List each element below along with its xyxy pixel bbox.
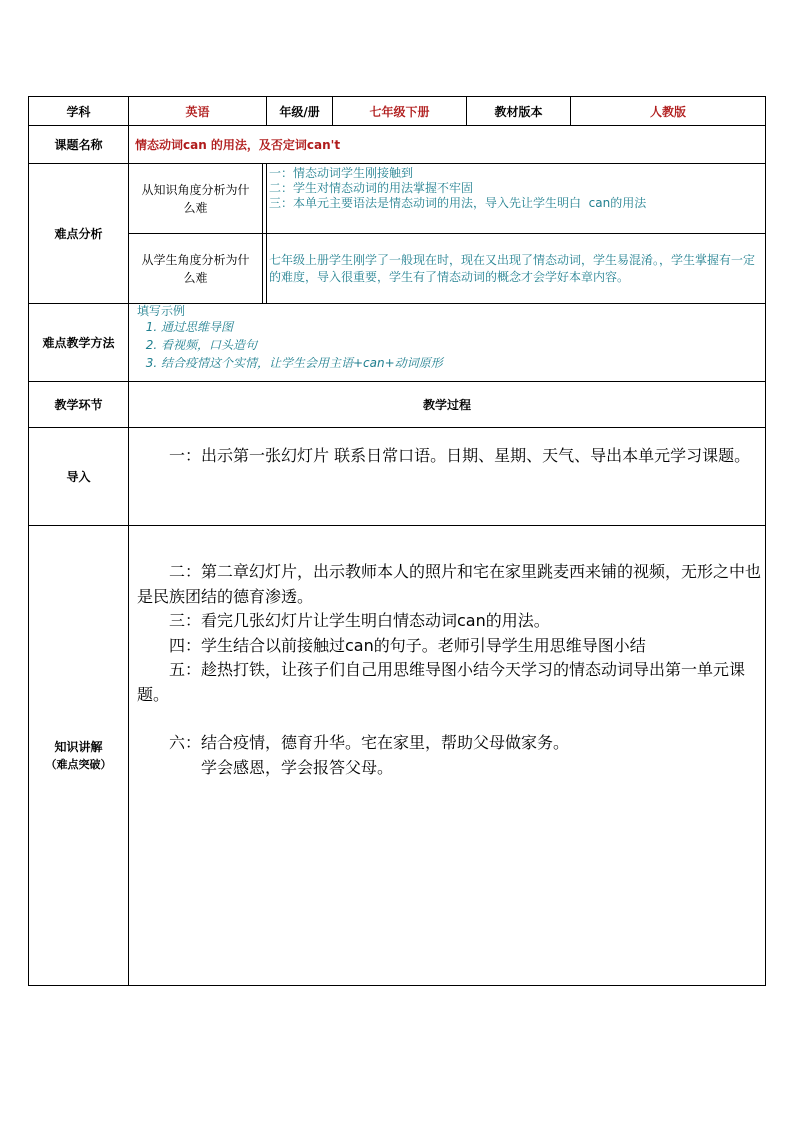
knowledge-content: [129, 526, 766, 986]
method-item-1: 1. 通过思维导图: [161, 318, 765, 336]
knowledge-section-label: [29, 526, 129, 986]
difficulty-student-row: [29, 234, 766, 304]
method-row: [29, 304, 766, 382]
knowledge-question-text: 从知识角度分析为什么难: [141, 182, 250, 215]
paragraph-gap: [137, 707, 761, 731]
intro-label: 导入: [29, 428, 129, 526]
method-heading: 填写示例: [137, 304, 186, 318]
step-4: 四：学生结合以前接触过can的句子。老师引导学生用思维导图小结: [169, 635, 646, 655]
knowledge-row: [29, 526, 766, 986]
knowledge-point-1: 一：情态动词学生刚接触到: [269, 166, 414, 180]
student-question: [129, 234, 263, 304]
difficulty-knowledge-row: [29, 164, 766, 234]
method-item-3: 3. 结合疫情这个实情，让学生会用主语+can+动词原形: [161, 354, 765, 372]
subject-label: 学科: [29, 97, 129, 126]
header-row: [29, 97, 766, 126]
step-5: 五：趁热打铁，让孩子们自己用思维导图小结今天学习的情态动词导出第一单元课题。: [137, 660, 746, 704]
step-2: 二：第二章幻灯片，出示教师本人的照片和宅在家里跳麦西来铺的视频，无形之中也是民族团结的德育渗透。: [137, 562, 762, 606]
method-content: [129, 304, 766, 382]
grade-value: 七年级下册: [333, 97, 467, 126]
knowledge-points: [267, 164, 766, 234]
knowledge-point-3: 三：本单元主要语法是情态动词的用法，导入先让学生明白 can的用法: [269, 196, 647, 210]
lesson-plan-table: [28, 96, 766, 986]
method-item-2: 2. 看视频，口头造句: [161, 336, 765, 354]
process-label: 教学过程: [129, 382, 766, 428]
knowledge-label-line2: （难点突破）: [45, 757, 112, 771]
edition-value: 人教版: [571, 97, 766, 126]
subject-value: 英语: [129, 97, 267, 126]
stage-label: 教学环节: [29, 382, 129, 428]
knowledge-point-2: 二：学生对情态动词的用法掌握不牢固: [269, 181, 474, 195]
student-question-text: 从学生角度分析为什么难: [141, 252, 250, 285]
topic-value: 情态动词can 的用法，及否定词can't: [129, 126, 766, 164]
knowledge-question: [129, 164, 263, 234]
difficulty-label: 难点分析: [29, 164, 129, 304]
step-3: 三：看完几张幻灯片让学生明白情态动词can的用法。: [169, 611, 550, 630]
intro-text: 一：出示第一张幻灯片 联系日常口语。日期、星期、天气、导出本单元学习课题。: [169, 446, 751, 465]
step-6: 六：结合疫情，德育升华。宅在家里，帮助父母做家务。: [169, 733, 570, 752]
intro-content: [129, 428, 766, 526]
edition-label: 教材版本: [467, 97, 571, 126]
method-list: [137, 318, 765, 372]
step-7: 学会感恩，学会报答父母。: [201, 757, 394, 777]
knowledge-label-line1: 知识讲解: [54, 739, 103, 754]
process-header-row: [29, 382, 766, 428]
student-analysis: 七年级上册学生刚学了一般现在时，现在又出现了情态动词，学生易混淆。，学生掌握有一定的难度，导入很重要，学生有了情态动词的概念才会学好本章内容。: [267, 234, 766, 304]
grade-label: 年级/册: [267, 97, 333, 126]
intro-row: [29, 428, 766, 526]
topic-row: [29, 126, 766, 164]
method-label: 难点教学方法: [29, 304, 129, 382]
topic-label: 课题名称: [29, 126, 129, 164]
